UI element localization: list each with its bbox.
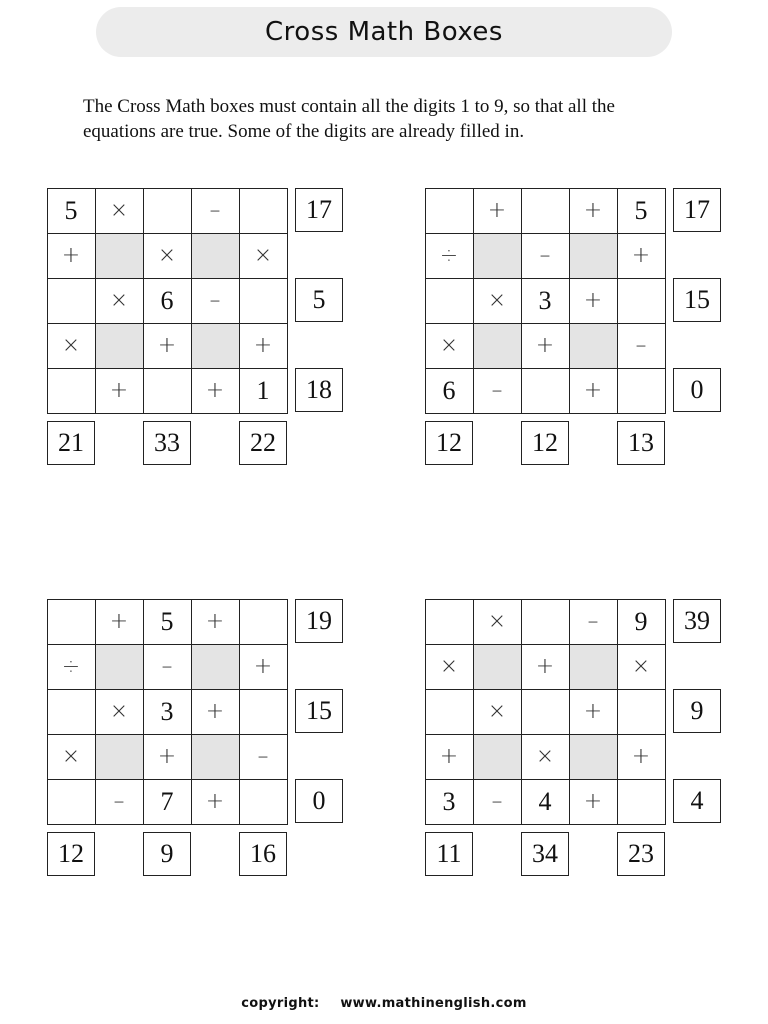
shaded-cell [569, 233, 618, 279]
digit-cell[interactable]: 5 [617, 188, 666, 234]
shaded-cell [95, 644, 144, 690]
shaded-cell [473, 323, 522, 369]
operator-cell: × [239, 233, 288, 279]
shaded-cell [473, 233, 522, 279]
digit-cell[interactable]: 6 [425, 368, 474, 414]
row-result-box: 0 [673, 368, 721, 412]
operator-cell: + [521, 323, 570, 369]
row-result-box: 0 [295, 779, 343, 823]
operator-cell: + [143, 734, 192, 780]
digit-cell[interactable]: 5 [143, 599, 192, 645]
instructions [83, 94, 703, 144]
title-banner [96, 7, 672, 57]
operator-cell: – [569, 599, 618, 645]
operator-cell: × [95, 188, 144, 234]
operator-cell: – [473, 368, 522, 414]
row-result-box: 9 [673, 689, 721, 733]
digit-cell[interactable] [425, 599, 474, 645]
digit-cell[interactable] [47, 599, 96, 645]
operator-cell: – [191, 278, 240, 324]
row-result-box: 4 [673, 779, 721, 823]
operator-cell: + [191, 689, 240, 735]
column-result-box: 33 [143, 421, 191, 465]
operator-cell: × [617, 644, 666, 690]
column-result-box: 13 [617, 421, 665, 465]
shaded-cell [95, 734, 144, 780]
puzzle-2 [425, 188, 725, 478]
digit-cell[interactable]: 6 [143, 278, 192, 324]
row-result-box: 15 [295, 689, 343, 733]
digit-cell[interactable]: 1 [239, 368, 288, 414]
puzzle-3 [47, 599, 347, 889]
operator-cell: + [191, 599, 240, 645]
operator-cell: + [425, 734, 474, 780]
shaded-cell [569, 323, 618, 369]
column-result-box: 22 [239, 421, 287, 465]
operator-cell: + [617, 734, 666, 780]
operator-cell: + [569, 278, 618, 324]
operator-cell: + [473, 188, 522, 234]
shaded-cell [95, 323, 144, 369]
digit-cell[interactable] [425, 188, 474, 234]
puzzle-grid [47, 599, 287, 824]
operator-cell: ÷ [425, 233, 474, 279]
operator-cell: + [47, 233, 96, 279]
digit-cell[interactable] [521, 188, 570, 234]
digit-cell[interactable]: 3 [143, 689, 192, 735]
operator-cell: + [191, 779, 240, 825]
puzzle-1 [47, 188, 347, 478]
digit-cell[interactable] [521, 599, 570, 645]
shaded-cell [569, 734, 618, 780]
operator-cell: × [47, 734, 96, 780]
shaded-cell [191, 233, 240, 279]
shaded-cell [191, 644, 240, 690]
column-result-box: 21 [47, 421, 95, 465]
digit-cell[interactable] [617, 689, 666, 735]
column-result-box: 12 [425, 421, 473, 465]
digit-cell[interactable] [47, 779, 96, 825]
column-result-box: 16 [239, 832, 287, 876]
digit-cell[interactable] [617, 368, 666, 414]
row-result-box: 15 [673, 278, 721, 322]
digit-cell[interactable]: 4 [521, 779, 570, 825]
digit-cell[interactable]: 7 [143, 779, 192, 825]
row-result-box: 19 [295, 599, 343, 643]
shaded-cell [191, 323, 240, 369]
column-result-box: 23 [617, 832, 665, 876]
operator-cell: × [47, 323, 96, 369]
row-result-box: 17 [673, 188, 721, 232]
copyright-url[interactable]: www.mathinenglish.com [340, 996, 527, 1011]
column-result-box: 9 [143, 832, 191, 876]
digit-cell[interactable] [239, 779, 288, 825]
column-result-box: 12 [47, 832, 95, 876]
digit-cell[interactable]: 3 [425, 779, 474, 825]
operator-cell: × [143, 233, 192, 279]
digit-cell[interactable] [617, 278, 666, 324]
digit-cell[interactable]: 3 [521, 278, 570, 324]
column-result-box: 34 [521, 832, 569, 876]
digit-cell[interactable] [239, 689, 288, 735]
operator-cell: + [191, 368, 240, 414]
digit-cell[interactable] [239, 599, 288, 645]
operator-cell: + [95, 599, 144, 645]
operator-cell: + [239, 323, 288, 369]
operator-cell: – [95, 779, 144, 825]
row-result-box: 39 [673, 599, 721, 643]
operator-cell: ÷ [47, 644, 96, 690]
row-result-box: 17 [295, 188, 343, 232]
digit-cell[interactable] [47, 368, 96, 414]
operator-cell: × [425, 644, 474, 690]
operator-cell: × [95, 278, 144, 324]
operator-cell: + [569, 779, 618, 825]
digit-cell[interactable] [617, 779, 666, 825]
operator-cell: + [239, 644, 288, 690]
operator-cell: + [143, 323, 192, 369]
operator-cell: – [191, 188, 240, 234]
operator-cell: × [473, 278, 522, 324]
operator-cell: × [521, 734, 570, 780]
operator-cell: × [473, 689, 522, 735]
operator-cell: – [143, 644, 192, 690]
column-result-box: 12 [521, 421, 569, 465]
digit-cell[interactable] [521, 689, 570, 735]
copyright-label: copyright: [241, 996, 320, 1011]
digit-cell[interactable]: 5 [47, 188, 96, 234]
shaded-cell [569, 644, 618, 690]
digit-cell[interactable] [143, 368, 192, 414]
shaded-cell [95, 233, 144, 279]
operator-cell: – [617, 323, 666, 369]
digit-cell[interactable] [425, 278, 474, 324]
operator-cell: × [425, 323, 474, 369]
digit-cell[interactable]: 9 [617, 599, 666, 645]
digit-cell[interactable] [47, 689, 96, 735]
digit-cell[interactable] [239, 188, 288, 234]
puzzle-grid [425, 599, 665, 824]
instructions-line-1: The Cross Math boxes must contain all the digits 1 to 9, so that all the [83, 96, 615, 117]
shaded-cell [473, 734, 522, 780]
operator-cell: + [569, 689, 618, 735]
digit-cell[interactable] [143, 188, 192, 234]
digit-cell[interactable] [239, 278, 288, 324]
digit-cell[interactable] [47, 278, 96, 324]
operator-cell: × [95, 689, 144, 735]
shaded-cell [473, 644, 522, 690]
row-result-box: 18 [295, 368, 343, 412]
operator-cell: + [569, 188, 618, 234]
operator-cell: – [473, 779, 522, 825]
operator-cell: – [239, 734, 288, 780]
operator-cell: + [569, 368, 618, 414]
puzzle-grid [47, 188, 287, 413]
operator-cell: + [95, 368, 144, 414]
puzzle-grid [425, 188, 665, 413]
footer [0, 996, 768, 1011]
row-result-box: 5 [295, 278, 343, 322]
puzzle-4 [425, 599, 725, 889]
shaded-cell [191, 734, 240, 780]
operator-cell: + [617, 233, 666, 279]
page-title: Cross Math Boxes [265, 17, 503, 47]
digit-cell[interactable] [425, 689, 474, 735]
operator-cell: + [521, 644, 570, 690]
instructions-line-2: equations are true. Some of the digits are already filled in. [83, 121, 525, 142]
digit-cell[interactable] [521, 368, 570, 414]
operator-cell: × [473, 599, 522, 645]
operator-cell: – [521, 233, 570, 279]
column-result-box: 11 [425, 832, 473, 876]
